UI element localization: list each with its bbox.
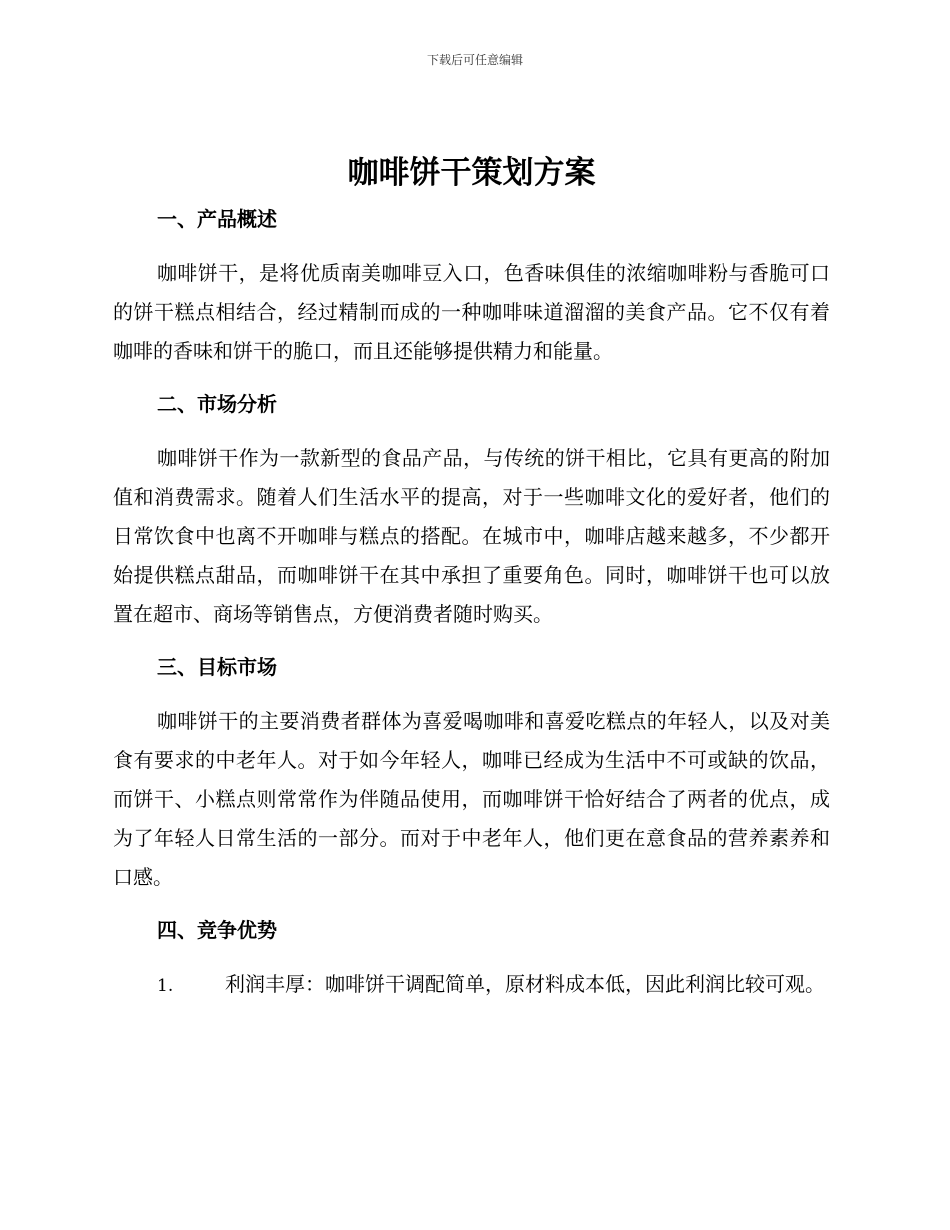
list-item-number: 1. bbox=[157, 976, 174, 996]
running-header: 下载后可任意编辑 bbox=[426, 53, 523, 67]
section-heading: 一、产品概述 bbox=[157, 207, 277, 231]
section-heading: 二、市场分析 bbox=[157, 392, 277, 416]
section-paragraph: 咖啡饼干的主要消费者群体为喜爱喝咖啡和喜爱吃糕点的年轻人，以及对美食有要求的中老年人。对于如今年轻人，咖啡已经成为生活中不可或缺的饮品，而饼干、小糕点则常常作为伴随品使用，而咖啡饼干恰好结合了两者的优点，成为了年轻人日常生活的一部分。而对于中老年人，他们更在意食品的营养素养和口感。 bbox=[113, 709, 830, 889]
list-item-text: 利润丰厚：咖啡饼干调配简单，原材料成本低，因此利润比较可观。 bbox=[225, 972, 825, 996]
section-heading: 四、竞争优势 bbox=[157, 918, 277, 942]
list-item bbox=[113, 965, 830, 1006]
section-paragraph: 咖啡饼干，是将优质南美咖啡豆入口，色香味俱佳的浓缩咖啡粉与香脆可口的饼干糕点相结合，经过精制而成的一种咖啡味道溜溜的美食产品。它不仅有着咖啡的香味和饼干的脆口，而且还能够提供精力和能量。 bbox=[113, 261, 830, 363]
document-body bbox=[113, 150, 830, 1006]
section-market-analysis bbox=[113, 381, 830, 644]
section-paragraph: 咖啡饼干作为一款新型的食品产品，与传统的饼干相比，它具有更高的附加值和消费需求。随着人们生活水平的提高，对于一些咖啡文化的爱好者，他们的日常饮食中也离不开咖啡与糕点的搭配。在城市中，咖啡店越来越多，不少都开始提供糕点甜品，而咖啡饼干在其中承担了重要角色。同时，咖啡饼干也可以放置在超市、商场等销售点，方便消费者随时购买。 bbox=[113, 446, 830, 626]
section-heading: 三、目标市场 bbox=[157, 655, 277, 679]
document-title: 咖啡饼干策划方案 bbox=[347, 155, 596, 191]
section-product-overview bbox=[113, 196, 830, 381]
section-competitive-advantage bbox=[113, 907, 830, 1006]
section-target-market bbox=[113, 644, 830, 907]
